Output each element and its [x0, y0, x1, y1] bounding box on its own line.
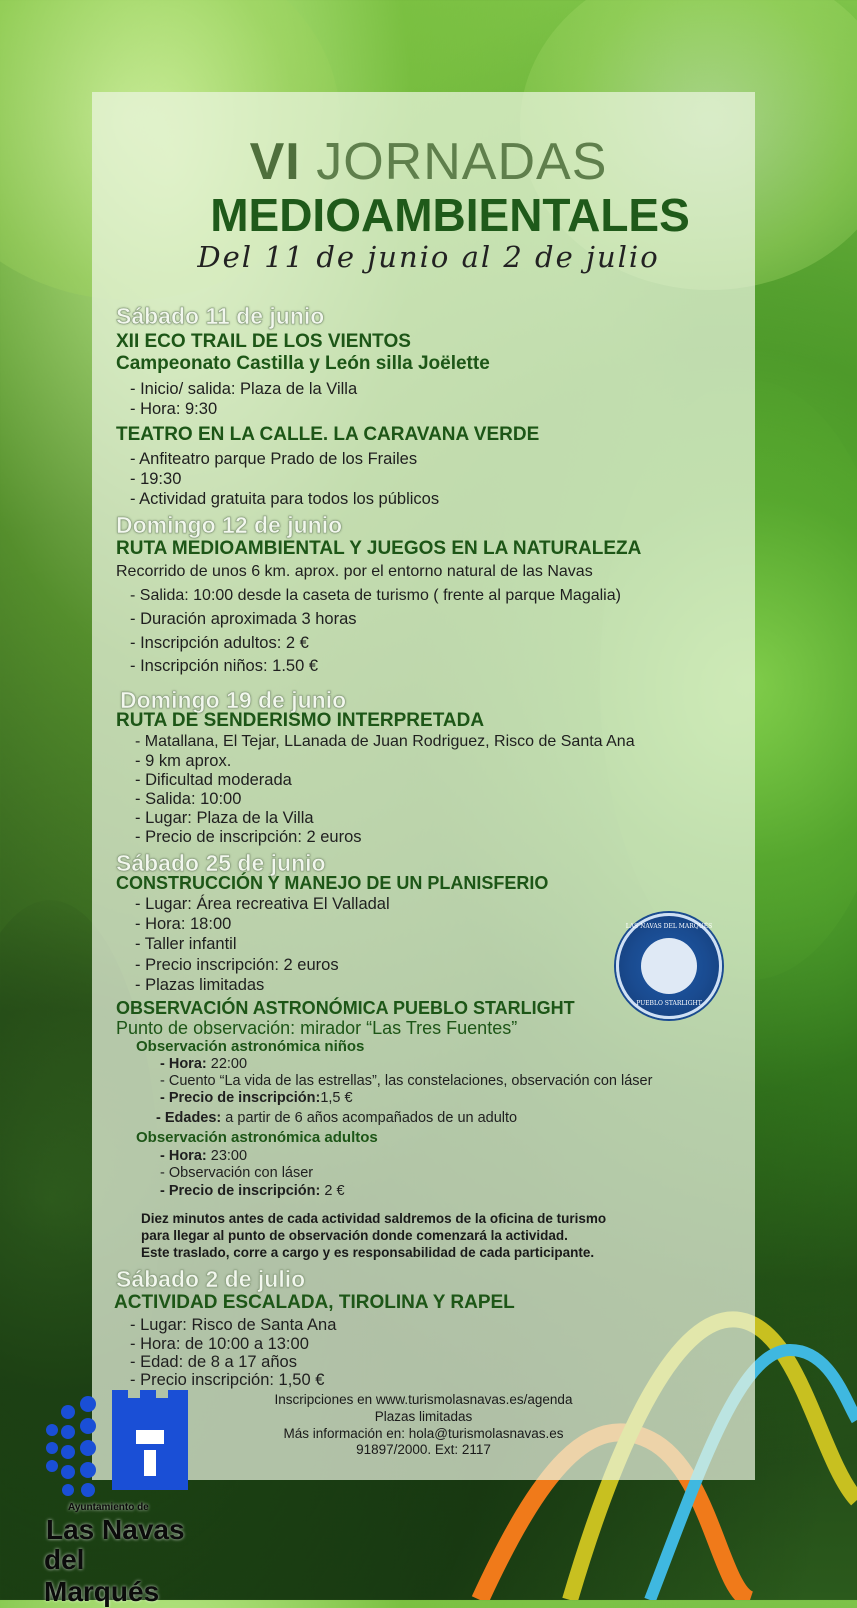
item-label: - Precio de inscripción: [160, 1183, 321, 1199]
list-item: - Edad: de 8 a 17 años [130, 1353, 297, 1371]
list-item: - Hora: 9:30 [130, 400, 218, 418]
activity-title: ACTIVIDAD ESCALADA, TIROLINA Y RAPEL [114, 1292, 515, 1313]
list-item: - Taller infantil [135, 935, 237, 953]
activity-title: CONSTRUCCIÓN Y MANEJO DE UN PLANISFERIO [116, 873, 549, 893]
list-item: - Hora: 18:00 [135, 915, 232, 933]
activity-description: Recorrido de unos 6 km. aprox. por el entorno natural de las Navas [116, 563, 593, 580]
day-heading: Sábado 25 de junio [116, 850, 326, 876]
list-item: - Matallana, El Tejar, LLanada de Juan Rodriguez, Risco de Santa Ana [135, 733, 635, 750]
note-text: Este traslado, corre a cargo y es responsabilidad de cada participante. [141, 1245, 595, 1260]
item-value: 22:00 [206, 1056, 248, 1072]
item-value: 2 € [320, 1183, 345, 1199]
subsection-heading: Observación astronómica adultos [136, 1129, 378, 1146]
list-item [160, 1148, 247, 1164]
list-item: - Salida: 10:00 desde la caseta de turismo ( frente al parque Magalia) [130, 587, 621, 604]
subsection-heading: Observación astronómica niños [136, 1038, 365, 1055]
day-heading: Domingo 19 de junio [120, 687, 347, 713]
observation-point: Punto de observación: mirador “Las Tres Fuentes” [116, 1018, 518, 1038]
list-item [160, 1056, 247, 1072]
list-item: - Duración aproximada 3 horas [130, 610, 357, 628]
item-label: - Hora: [160, 1056, 207, 1072]
list-item: - Inscripción niños: 1.50 € [130, 657, 319, 675]
list-item: - 9 km aprox. [135, 752, 232, 770]
list-item: - Cuento “La vida de las estrellas”, las constelaciones, observación con láser [160, 1073, 653, 1089]
activity-title: TEATRO EN LA CALLE. LA CARAVANA VERDE [116, 424, 540, 445]
list-item: - Dificultad moderada [135, 771, 292, 789]
item-value: 23:00 [206, 1148, 248, 1164]
list-item [156, 1110, 517, 1126]
date-range: Del 11 de junio al 2 de julio [197, 240, 660, 274]
list-item: - Lugar: Plaza de la Villa [135, 809, 314, 827]
seal-emblem [641, 938, 697, 994]
day-heading: Domingo 12 de junio [116, 512, 343, 538]
note-text: para llegar al punto de observación donde comenzará la actividad. [141, 1228, 568, 1243]
item-label: - Hora: [160, 1148, 207, 1164]
list-item: - Inscripción adultos: 2 € [130, 634, 309, 652]
castle-icon [40, 1390, 200, 1500]
seal-top-text: LAS NAVAS DEL MARQUÉS [625, 923, 713, 930]
list-item: - Precio de inscripción: 2 euros [135, 828, 362, 846]
footer-info: Más información en: hola@turismolasnavas.es [283, 1426, 564, 1441]
list-item: - Actividad gratuita para todos los públicos [130, 490, 440, 508]
list-item: - Precio inscripción: 2 euros [135, 956, 339, 974]
starlight-seal [616, 913, 722, 1019]
title-number: VI [249, 133, 301, 191]
activity-title: XII ECO TRAIL DE LOS VIENTOS [116, 331, 411, 352]
footer-phone: 91897/2000. Ext: 2117 [356, 1442, 491, 1457]
list-item: - Lugar: Área recreativa El Valladal [135, 895, 390, 913]
day-heading: Sábado 2 de julio [116, 1266, 306, 1292]
seal-bottom-text: PUEBLO STARLIGHT [636, 1000, 702, 1007]
list-item: - 19:30 [130, 470, 182, 488]
note-text: Diez minutos antes de cada actividad saldremos de la oficina de turismo [141, 1211, 607, 1226]
item-value: 1,5 € [320, 1090, 353, 1106]
day-heading: Sábado 11 de junio [116, 303, 325, 329]
page-subtitle: MEDIOAMBIENTALES [210, 189, 690, 241]
list-item: - Inicio/ salida: Plaza de la Villa [130, 380, 358, 398]
list-item [160, 1183, 345, 1199]
item-value: a partir de 6 años acompañados de un adulto [221, 1110, 518, 1126]
list-item: - Salida: 10:00 [135, 790, 242, 808]
footer-registration: Inscripciones en www.turismolasnavas.es/agenda [274, 1392, 573, 1407]
title-word: JORNADAS [316, 133, 608, 191]
list-item: - Plazas limitadas [135, 976, 265, 994]
list-item [160, 1090, 353, 1106]
list-item: - Hora: de 10:00 a 13:00 [130, 1335, 309, 1353]
item-label: - Precio de inscripción: [160, 1090, 321, 1106]
logo-line1: Las Navas [46, 1514, 185, 1545]
item-label: - Edades: [156, 1110, 222, 1126]
list-item: - Observación con láser [160, 1165, 314, 1181]
list-item: - Anfiteatro parque Prado de los Frailes [130, 450, 418, 468]
activity-title: OBSERVACIÓN ASTRONÓMICA PUEBLO STARLIGHT [116, 998, 575, 1018]
activity-subtitle: Campeonato Castilla y León silla Joëlette [116, 353, 490, 374]
logo-small-text: Ayuntamiento de [68, 1502, 149, 1513]
logo-line2: del Marqués [44, 1544, 160, 1607]
activity-title: RUTA MEDIOAMBIENTAL Y JUEGOS EN LA NATURALEZA [116, 538, 642, 559]
activity-title: RUTA DE SENDERISMO INTERPRETADA [116, 710, 485, 731]
page-title [0, 132, 857, 192]
municipality-logo [40, 1390, 200, 1607]
footer-places: Plazas limitadas [374, 1409, 473, 1424]
list-item: - Lugar: Risco de Santa Ana [130, 1316, 337, 1334]
list-item: - Precio inscripción: 1,50 € [130, 1371, 325, 1389]
